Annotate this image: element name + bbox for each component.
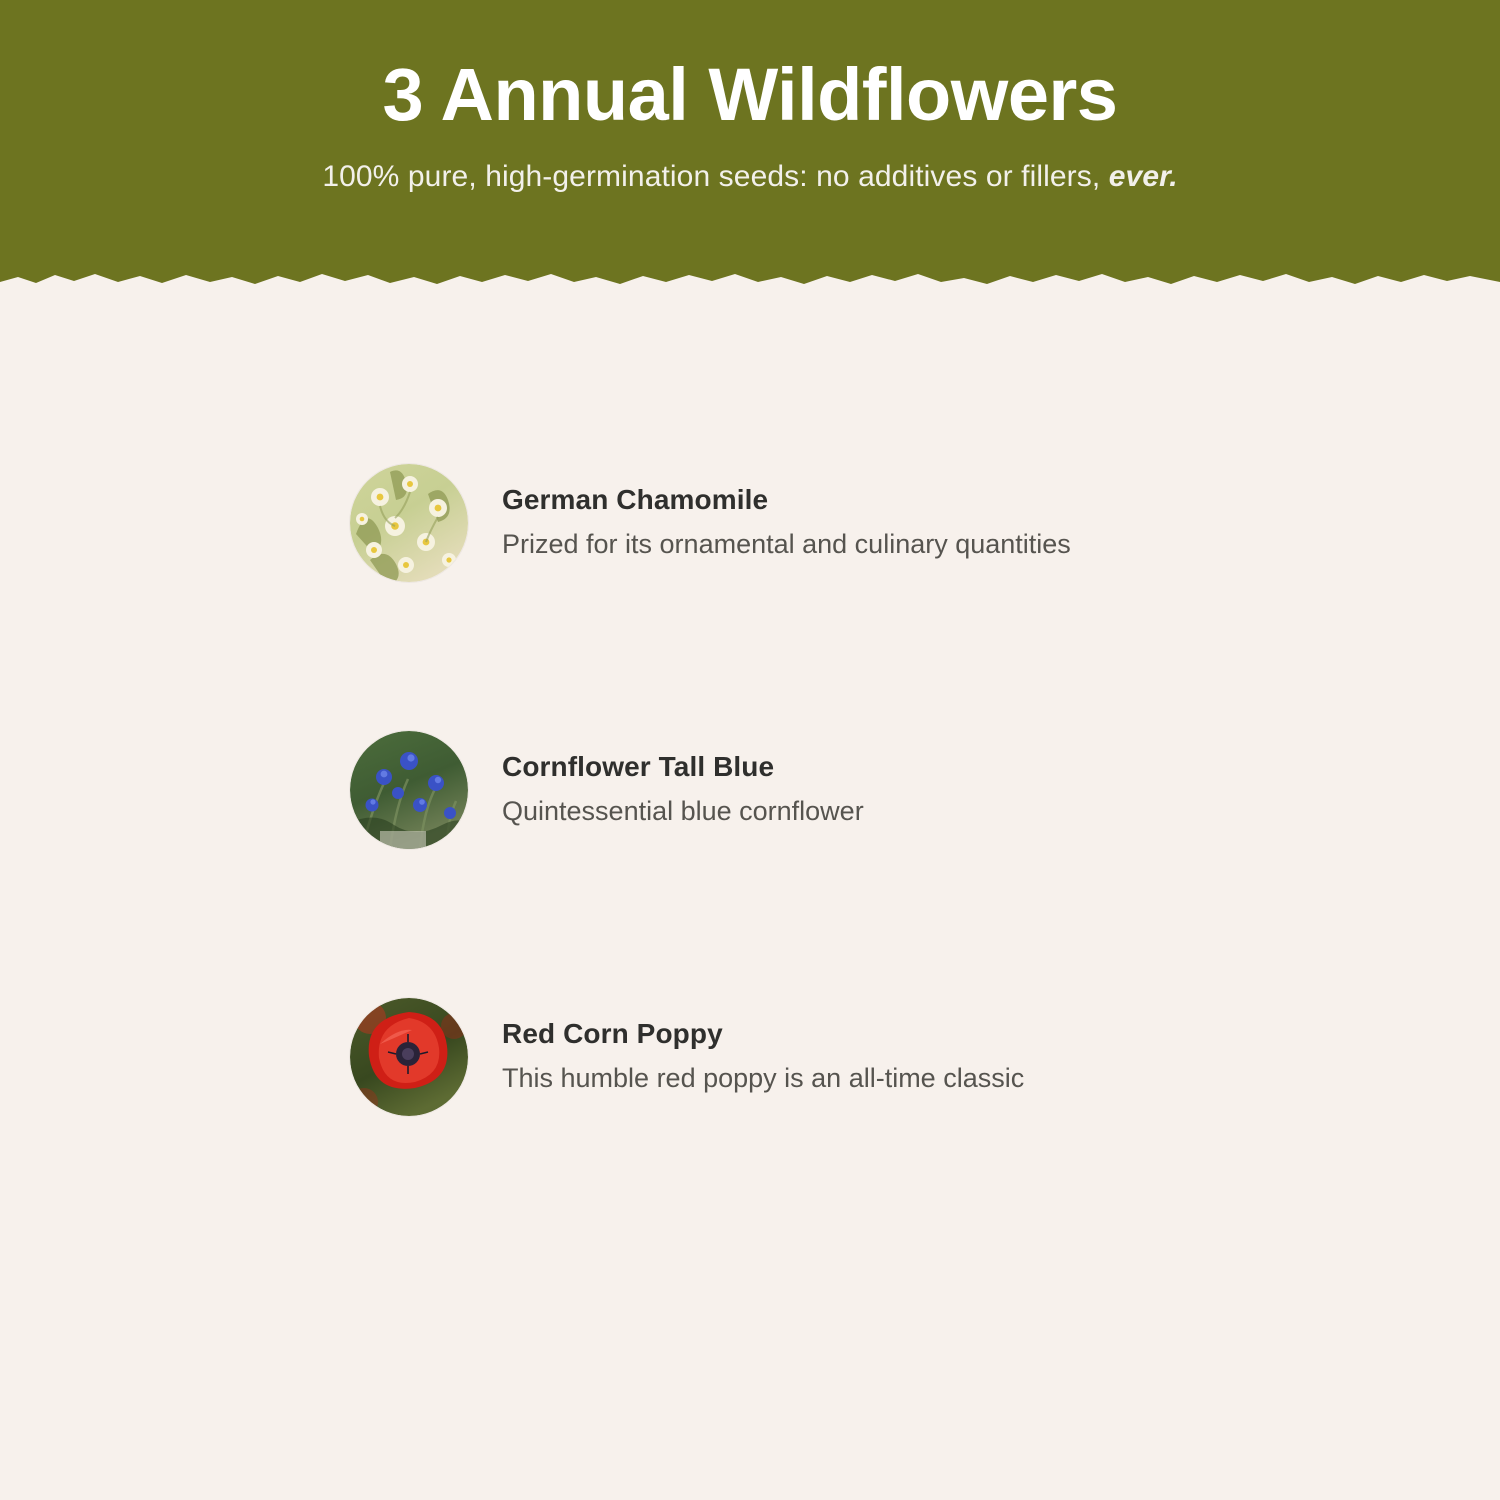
header-content bbox=[0, 0, 1500, 194]
wildflower-list bbox=[0, 455, 1500, 1256]
header-banner bbox=[0, 0, 1500, 300]
item-title: Cornflower Tall Blue bbox=[502, 750, 775, 782]
torn-paper-edge-icon bbox=[0, 262, 1500, 300]
list-item bbox=[0, 455, 1500, 590]
item-text-block bbox=[502, 750, 864, 829]
item-description: Prized for its ornamental and culinary quantities bbox=[502, 529, 1071, 560]
cornflower-thumbnail-icon bbox=[350, 731, 468, 849]
page-subtitle bbox=[0, 160, 1500, 194]
subtitle-main-text: 100% pure, high-germination seeds: no additives or fillers, bbox=[322, 159, 1109, 193]
page-title: 3 Annual Wildflowers bbox=[382, 53, 1118, 136]
cornflower-tall-blue-photo bbox=[350, 731, 468, 849]
chamomile-thumbnail-icon bbox=[350, 464, 468, 582]
subtitle-emphasis-text: ever. bbox=[1108, 159, 1178, 193]
german-chamomile-photo bbox=[350, 464, 468, 582]
item-description: Quintessential blue cornflower bbox=[502, 796, 864, 827]
list-item bbox=[0, 722, 1500, 857]
item-description: This humble red poppy is an all-time classic bbox=[502, 1063, 1025, 1094]
red-corn-poppy-photo bbox=[350, 998, 468, 1116]
list-item bbox=[0, 989, 1500, 1124]
item-title: Red Corn Poppy bbox=[502, 1017, 723, 1049]
poppy-thumbnail-icon bbox=[350, 998, 468, 1116]
item-title: German Chamomile bbox=[502, 483, 769, 515]
item-text-block bbox=[502, 483, 1071, 562]
item-text-block bbox=[502, 1017, 1024, 1096]
